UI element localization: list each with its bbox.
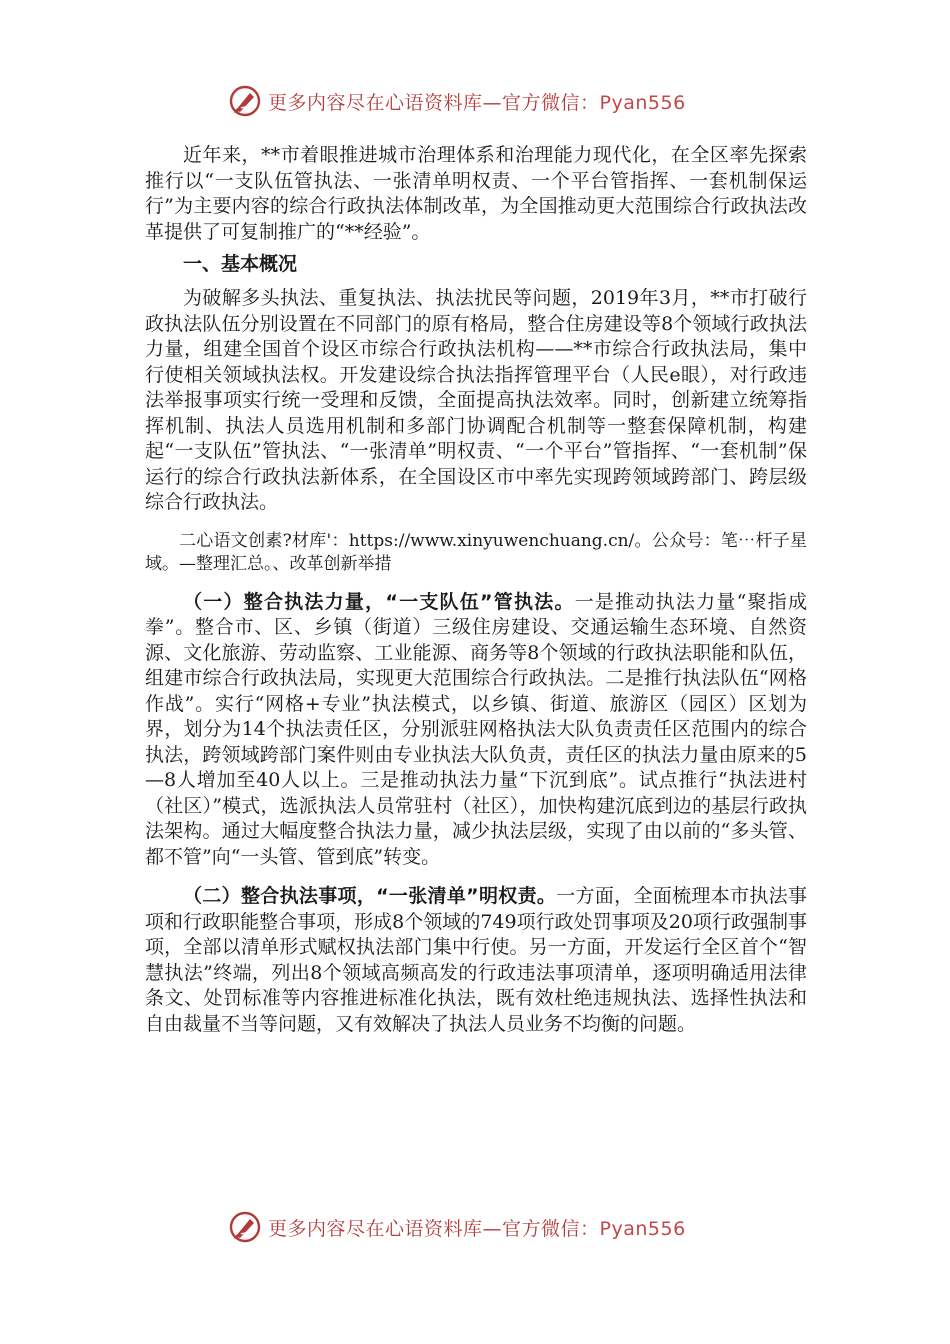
item-2-lead: （二）整合执法事项，“一张清单”明权责。 [183, 885, 557, 907]
document-body [145, 143, 807, 1037]
item-2-body: 一方面，全面梳理本市执法事项和行政职能整合事项，形成8个领域的749项行政处罚事项及20项行政强制事项，全部以清单形式赋权执法部门集中行使。另一方面，开发运行全区首个“智慧执法”终端，列出8个领域高频高发的行政违法事项清单，逐项明确适用法律条文、处罚标准等内容推进标准化执法，既有效杜绝违规执法、选择性执法和自由裁量不当等问题，又有效解决了执法人员业务不均衡的问题。 [145, 885, 807, 1035]
item-1-body: 一是推动执法力量“聚指成拳”。整合市、区、乡镇（街道）三级住房建设、交通运输生态环境、自然资源、文化旅游、劳动监察、工业能源、商务等8个领域的行政执法职能和队伍，组建市综合行政执法局，实现更大范围综合行政执法。二是推行执法队伍“网格作战”。实行“网格+专业”执法模式，以乡镇、街道、旅游区（园区）区划为界，划分为14个执法责任区，分别派驻网格执法大队负责责任区范围内的综合执法，跨领域跨部门案件则由专业执法大队负责，责任区的执法力量由原来的5—8人增加至40人以上。三是推动执法力量“下沉到底”。试点推行“执法进村（社区）”模式，选派执法人员常驻村（社区），加快构建沉底到边的基层行政执法架构。通过大幅度整合执法力量，减少执法层级，实现了由以前的“多头管、都不管”向“一头管、管到底”转变。 [145, 590, 807, 868]
item-paragraph-1 [145, 590, 807, 871]
item-paragraph-2 [145, 884, 807, 1037]
wechat-id: Pyan556 [599, 91, 686, 114]
header-banner [228, 84, 728, 118]
banner-label: 更多内容尽在心语资料库—官方微信： [268, 1217, 600, 1240]
banner-label: 更多内容尽在心语资料库—官方微信： [268, 91, 600, 114]
footer-banner [228, 1210, 728, 1244]
intro-paragraph: 近年来，**市着眼推进城市治理体系和治理能力现代化，在全区率先探索推行以“一支队伍管执法、一张清单明权责、一个平台管指挥、一套机制保运行”为主要内容的综合行政执法体制改革，为全国推动更大范围综合行政执法改革提供了可复制推广的“**经验”。 [145, 144, 807, 243]
overview-paragraph: 为破解多头执法、重复执法、执法扰民等问题，2019年3月，**市打破行政执法队伍分别设置在不同部门的原有格局，整合住房建设等8个领域行政执法力量，组建全国首个设区市综合行政执法机构——**市综合行政执法局，集中行使相关领域执法权。开发建设综合执法指挥管理平台（人民e眼），对行政违法举报事项实行统一受理和反馈，全面提高执法效率。同时，创新建立统筹指挥机制、执法人员选用机制和多部门协调配合机制等一整套保障机制，构建起“一支队伍”管执法、“一张清单”明权责、“一个平台”管指挥、“一套机制”保运行的综合行政执法新体系，在全国设区市中率先实现跨领域跨部门、跨层级综合行政执法。 [145, 287, 807, 513]
section-heading-overview: 一、基本概况 [183, 253, 298, 275]
pen-nib-logo-icon [228, 1210, 262, 1244]
pen-nib-logo-icon [228, 84, 262, 118]
banner-text [268, 88, 686, 115]
wechat-id: Pyan556 [599, 1217, 686, 1240]
banner-text [268, 1214, 686, 1241]
item-1-lead: （一）整合执法力量，“一支队伍”管执法。 [183, 590, 575, 613]
watermark-text-line: 二心语文创素?材库'：https://www.xinyuwenchuang.cn/。公众号：笔⋯杆子星域。—整理汇总。、改革创新举措 [145, 530, 807, 574]
